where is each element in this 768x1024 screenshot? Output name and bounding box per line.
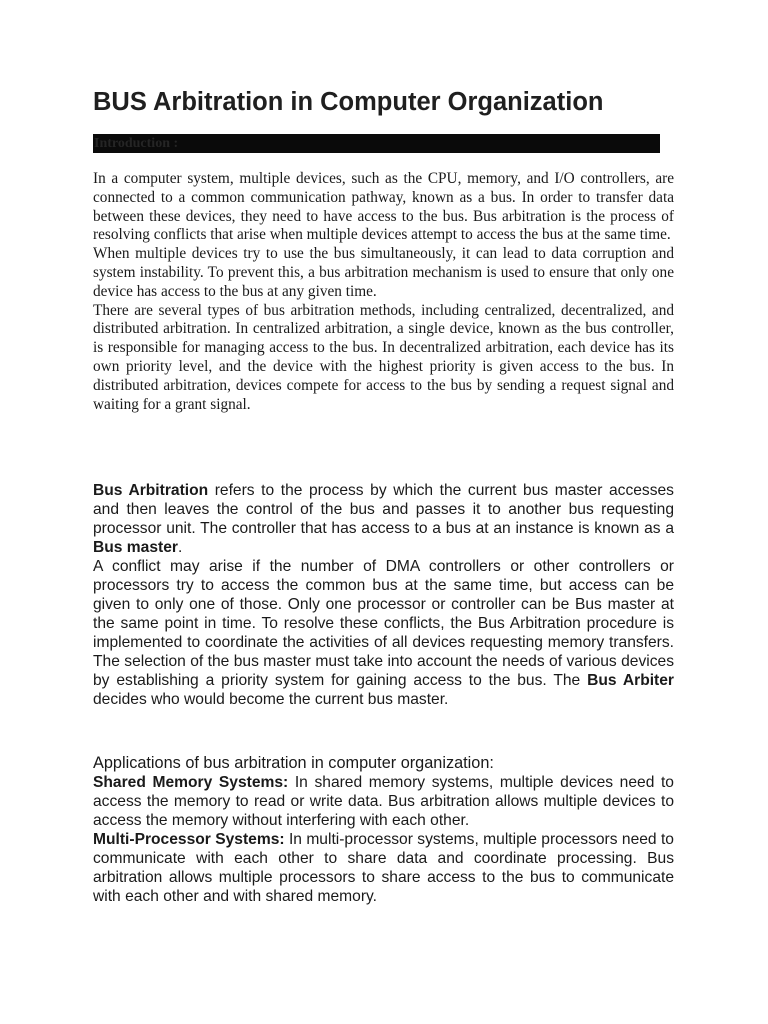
page-title: BUS Arbitration in Computer Organization [93, 88, 604, 116]
introduction-heading-bar [93, 134, 660, 153]
definition-section [93, 481, 674, 709]
intro-paragraph: There are several types of bus arbitration methods, including centralized, decentralized, and distributed arbitration. In centralized arbitration, a single device, known as the bus controller, is responsible for managing access to the bus. In decentralized arbitration, each device has its own priority level, and the device with the highest priority is given access to the bus. In distributed arbitration, devices compete for access to the bus by sending a request signal and waiting for a grant signal. [93, 301, 674, 413]
intro-paragraph: When multiple devices try to use the bus simultaneously, it can lead to data corruption and system instability. To prevent this, a bus arbitration mechanism is used to ensure that only one device has access to the bus at any given time. [93, 245, 674, 300]
bus-arbiter-term: Bus Arbiter [587, 672, 674, 689]
conflict-text-end: decides who would become the current bus master. [93, 691, 449, 708]
conflict-paragraph [93, 557, 674, 709]
application-term: Multi-Processor Systems: [93, 831, 285, 848]
definition-term: Bus Arbitration [93, 482, 209, 499]
conflict-text: A conflict may arise if the number of DMA controllers or other controllers or processors try to access the common bus at the same time, but access can be given to only one of those. Only one processor or controller can be Bus master at the same point in time. To resolve these conflicts, the Bus Arbitration procedure is implemented to coordinate the activities of all devices requesting memory transfers. The selection of the bus master must take into account the needs of various devices by establishing a priority system for gaining access to the bus. The [93, 558, 674, 689]
application-term: Shared Memory Systems: [93, 774, 289, 791]
introduction-heading-label: Introduction : [94, 136, 179, 151]
definition-text: refers to the process by which the current bus master accesses and then leaves the control of the bus and passes it to another bus requesting processor unit. The controller that has access to a bus at an instance is known as a [93, 482, 674, 537]
intro-paragraph: In a computer system, multiple devices, such as the CPU, memory, and I/O controllers, are connected to a common communication pathway, known as a bus. In order to transfer data between these devices, they need to have access to the bus. Bus arbitration is the process of resolving conflicts that arise when multiple devices attempt to access the bus at the same time. [93, 170, 674, 244]
definition-text-end: . [177, 539, 183, 556]
introduction-section [93, 170, 674, 414]
applications-section [93, 754, 674, 906]
bus-master-term: Bus master [93, 539, 178, 556]
definition-paragraph [93, 481, 674, 557]
application-item [93, 773, 674, 830]
application-item [93, 830, 674, 906]
applications-heading: Applications of bus arbitration in computer organization: [93, 754, 494, 772]
application-text: In shared memory systems, multiple devices need to access the memory to read or write data. Bus arbitration allows multiple devices to access the memory without interfering with each other. [93, 774, 674, 829]
application-text: In multi-processor systems, multiple processors need to communicate with each other to share data and coordinate processing. Bus arbitration allows multiple processors to share access to the bus to communicate with each other and with shared memory. [93, 831, 674, 905]
